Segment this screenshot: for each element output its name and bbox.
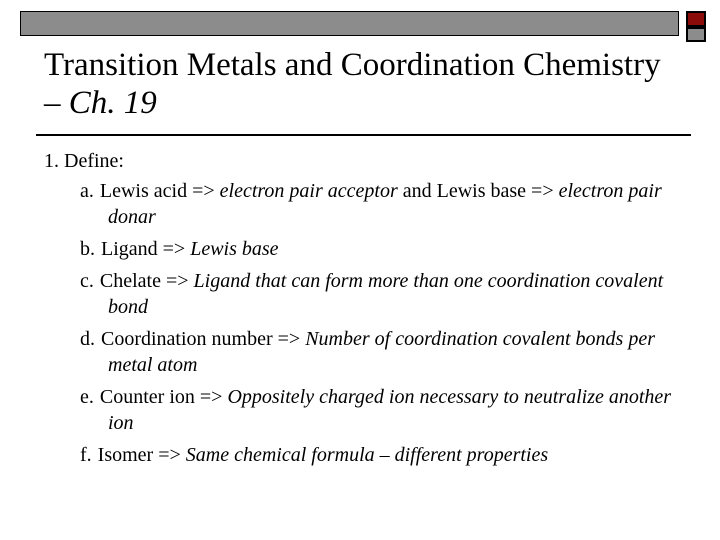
slide-title bbox=[44, 46, 684, 122]
list-item bbox=[44, 442, 694, 468]
item-term: Isomer => bbox=[97, 444, 181, 466]
item-definition: Lewis base bbox=[190, 238, 279, 260]
item-definition: Oppositely charged ion necessary to neutralize another ion bbox=[108, 386, 672, 434]
item-letter: a. bbox=[80, 180, 94, 202]
slide-body bbox=[44, 148, 694, 474]
item-letter: d. bbox=[80, 328, 95, 350]
title-divider bbox=[36, 134, 691, 136]
item-term-2: and Lewis base => bbox=[402, 180, 554, 202]
item-term: Chelate => bbox=[99, 270, 189, 292]
slide-title-main: Transition Metals and Coordination Chemistry – bbox=[44, 47, 661, 121]
slide-title-chapter: Ch. 19 bbox=[68, 85, 157, 121]
item-term: Ligand => bbox=[101, 238, 186, 260]
item-definition: Number of coordination covalent bonds per metal atom bbox=[108, 328, 655, 376]
item-letter: e. bbox=[80, 386, 94, 408]
item-term: Counter ion => bbox=[99, 386, 223, 408]
top-decorative-bar bbox=[20, 11, 679, 36]
section-heading: 1. Define: bbox=[44, 150, 124, 172]
corner-grey-square bbox=[686, 27, 706, 42]
list-item bbox=[44, 268, 694, 320]
item-letter: f. bbox=[80, 444, 92, 466]
item-definition-2: electron pair donar bbox=[108, 180, 662, 228]
item-definition: Same chemical formula – different properties bbox=[185, 444, 549, 466]
item-definition: Ligand that can form more than one coordination covalent bond bbox=[108, 270, 664, 318]
item-term: Lewis acid => bbox=[99, 180, 215, 202]
list-item bbox=[44, 384, 694, 436]
definition-list bbox=[44, 178, 694, 468]
item-definition: electron pair acceptor bbox=[219, 180, 398, 202]
item-term: Coordination number => bbox=[101, 328, 301, 350]
item-letter: b. bbox=[80, 238, 95, 260]
item-letter: c. bbox=[80, 270, 94, 292]
list-item bbox=[44, 236, 694, 262]
list-item bbox=[44, 178, 694, 230]
list-item bbox=[44, 326, 694, 378]
corner-decoration bbox=[686, 11, 708, 42]
corner-red-square bbox=[686, 11, 706, 27]
